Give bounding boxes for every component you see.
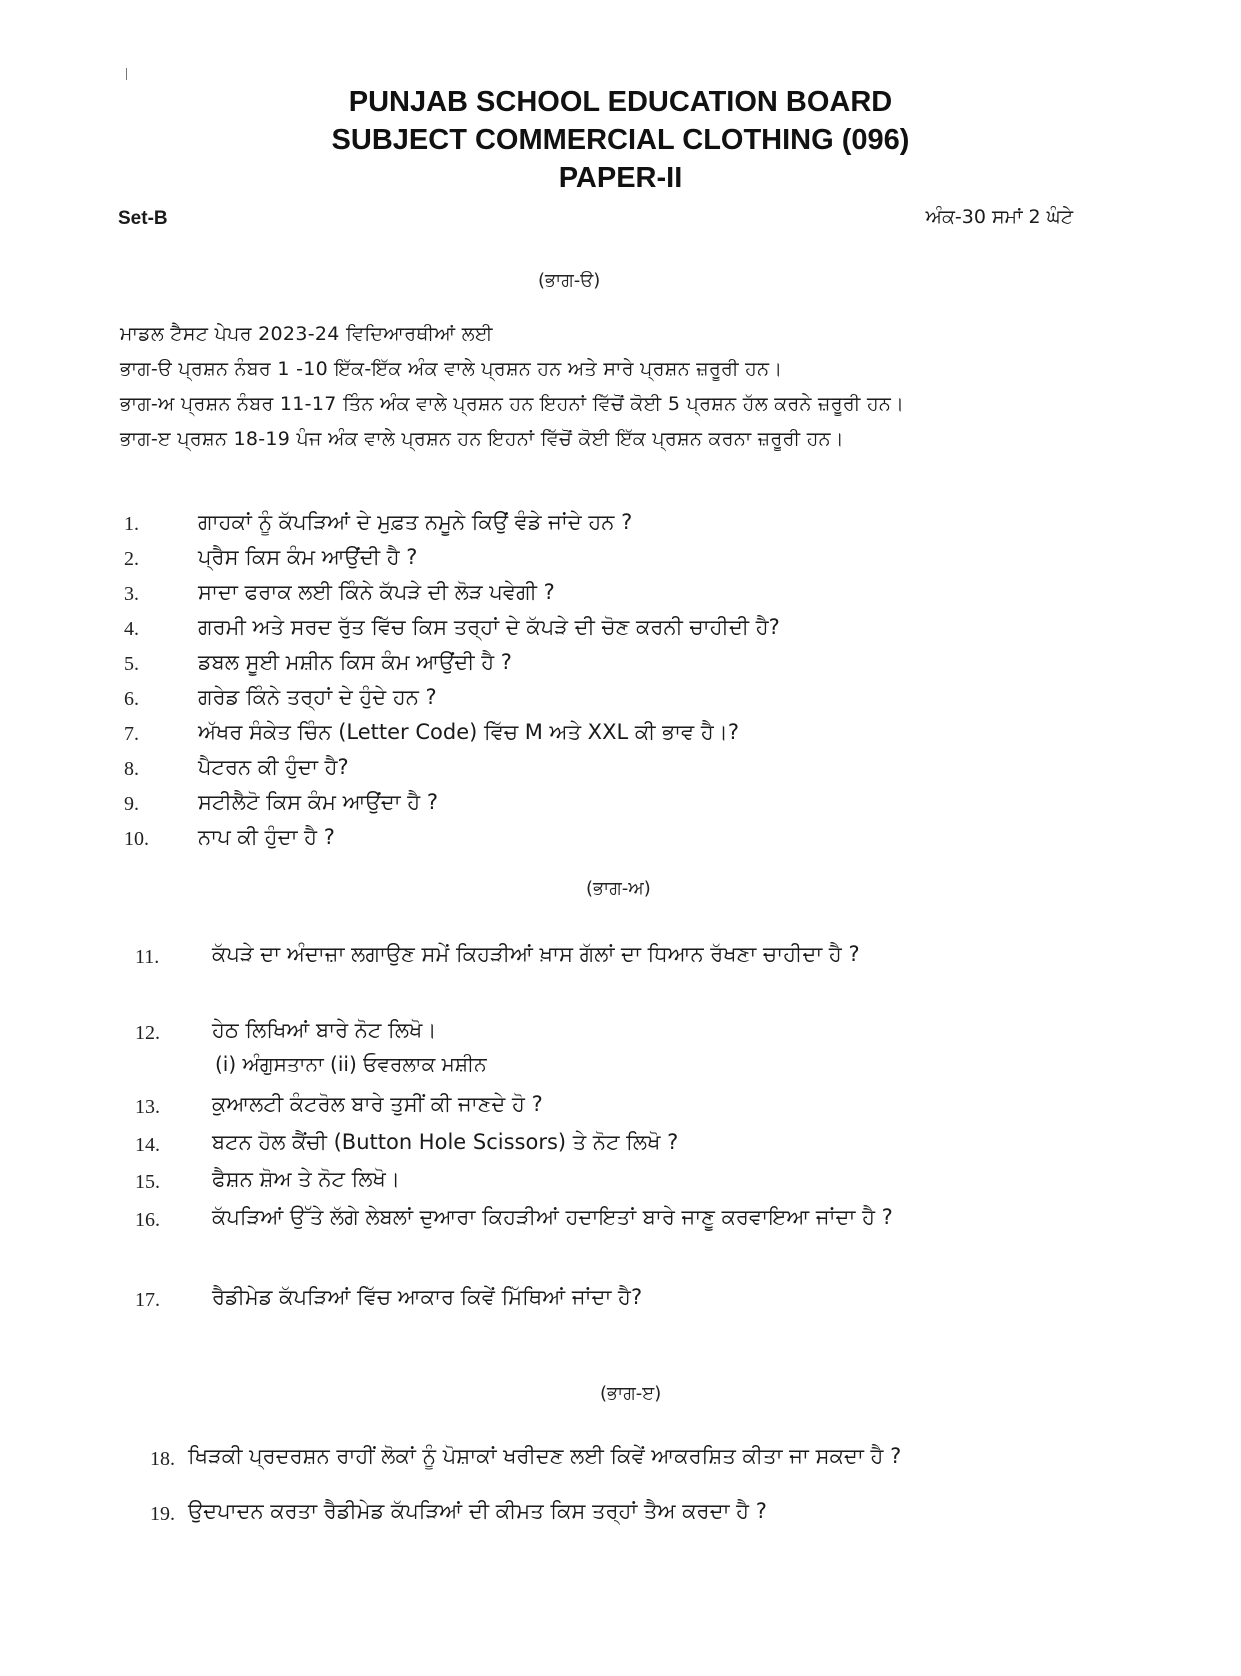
question-text: ਨਾਪ ਕੀ ਹੁੰਦਾ ਹੈ ? xyxy=(198,825,335,849)
question-text: ਗਰੇਡ ਕਿੰਨੇ ਤਰ੍ਹਾਂ ਦੇ ਹੁੰਦੇ ਹਨ ? xyxy=(198,685,437,709)
question-number: 11. xyxy=(135,946,160,968)
question-text: ਬਟਨ ਹੋਲ ਕੈਂਚੀ (Button Hole Scissors) ਤੇ ਨੋਟ ਲਿਖੋ ? xyxy=(212,1130,679,1154)
question-text: ਕੱਪੜਿਆਂ ਉੱਤੇ ਲੱਗੇ ਲੇਬਲਾਂ ਦੁਆਰਾ ਕਿਹੜੀਆਂ ਹਦਾਇਤਾਂ ਬਾਰੇ ਜਾਣੂ ਕਰਵਾਇਆ ਜਾਂਦਾ ਹੈ ? xyxy=(212,1205,893,1229)
question-number: 6. xyxy=(124,688,139,710)
marks-time: ਅੰਕ-30 ਸਮਾਂ 2 ਘੰਟੇ xyxy=(925,206,1073,228)
question-number: 15. xyxy=(135,1171,160,1193)
section-a-title: (ਭਾਗ-ੳ) xyxy=(538,270,601,291)
subject-title: SUBJECT COMMERCIAL CLOTHING (096) xyxy=(331,124,910,156)
question-text: ਡਬਲ ਸੂਈ ਮਸ਼ੀਨ ਕਿਸ ਕੰਮ ਆਉਂਦੀ ਹੈ ? xyxy=(198,650,512,674)
question-text: ਸਟੀਲੈਟੋ ਕਿਸ ਕੰਮ ਆਉਂਦਾ ਹੈ ? xyxy=(198,790,438,814)
paper-title: PAPER-II xyxy=(558,162,683,194)
question-text: ਅੱਖਰ ਸੰਕੇਤ ਚਿੰਨ (Letter Code) ਵਿੱਚ M ਅਤੇ XXL ਕੀ ਭਾਵ ਹੈ।? xyxy=(198,720,740,744)
question-text: ਕੁਆਲਟੀ ਕੰਟਰੋਲ ਬਾਰੇ ਤੁਸੀਂ ਕੀ ਜਾਣਦੇ ਹੋ ? xyxy=(212,1092,543,1116)
question-text: ਪੈਟਰਨ ਕੀ ਹੁੰਦਾ ਹੈ? xyxy=(198,755,349,779)
question-number: 14. xyxy=(135,1134,160,1156)
question-text: ਖਿੜਕੀ ਪ੍ਰਦਰਸ਼ਨ ਰਾਹੀਂ ਲੋਕਾਂ ਨੂੰ ਪੋਸ਼ਾਕਾਂ ਖਰੀਦਣ ਲਈ ਕਿਵੇਂ ਆਕਰਸ਼ਿਤ ਕੀਤਾ ਜਾ ਸਕਦਾ ਹੈ ? xyxy=(188,1444,902,1468)
question-number: 13. xyxy=(135,1096,160,1118)
question-number: 7. xyxy=(124,723,139,745)
question-text: ਸਾਦਾ ਫਰਾਕ ਲਈ ਕਿੰਨੇ ਕੱਪੜੇ ਦੀ ਲੋੜ ਪਵੇਗੀ ? xyxy=(198,580,555,604)
question-text: ਰੈਡੀਮੇਡ ਕੱਪੜਿਆਂ ਵਿੱਚ ਆਕਾਰ ਕਿਵੇਂ ਮਿੱਥਿਆਂ ਜਾਂਦਾ ਹੈ? xyxy=(212,1285,643,1309)
scan-mark xyxy=(126,68,127,80)
question-12-sub-items: (i) ਅੰਗੁਸਤਾਨਾ (ii) ਓਵਰਲਾਕ ਮਸ਼ੀਨ xyxy=(215,1052,487,1076)
question-text: ਉਦਪਾਦਨ ਕਰਤਾ ਰੈਡੀਮੇਡ ਕੱਪੜਿਆਂ ਦੀ ਕੀਮਤ ਕਿਸ ਤਰ੍ਹਾਂ ਤੈਅ ਕਰਦਾ ਹੈ ? xyxy=(188,1499,767,1523)
instruction-line: ਭਾਗ-ੲ ਪ੍ਰਸ਼ਨ 18-19 ਪੰਜ ਅੰਕ ਵਾਲੇ ਪ੍ਰਸ਼ਨ ਹਨ ਇਹਨਾਂ ਵਿੱਚੋਂ ਕੋਈ ਇੱਕ ਪ੍ਰਸ਼ਨ ਕਰਨਾ ਜ਼ਰੂਰੀ ਹਨ। xyxy=(120,428,844,450)
question-text: ਪ੍ਰੈਸ ਕਿਸ ਕੰਮ ਆਉਂਦੀ ਹੈ ? xyxy=(198,545,418,569)
question-number: 2. xyxy=(124,548,139,570)
question-number: 5. xyxy=(124,653,139,675)
question-number: 4. xyxy=(124,618,139,640)
section-c-title: (ਭਾਗ-ੲ) xyxy=(600,1383,662,1404)
question-text: ਕੱਪੜੇ ਦਾ ਅੰਦਾਜ਼ਾ ਲਗਾਉਣ ਸਮੇਂ ਕਿਹੜੀਆਂ ਖ਼ਾਸ ਗੱਲਾਂ ਦਾ ਧਿਆਨ ਰੱਖਣਾ ਚਾਹੀਦਾ ਹੈ ? xyxy=(212,942,860,966)
question-number: 8. xyxy=(124,758,139,780)
question-text: ਗਰਮੀ ਅਤੇ ਸਰਦ ਰੁੱਤ ਵਿੱਚ ਕਿਸ ਤਰ੍ਹਾਂ ਦੇ ਕੱਪੜੇ ਦੀ ਚੋਣ ਕਰਨੀ ਚਾਹੀਦੀ ਹੈ? xyxy=(198,615,780,639)
question-number: 17. xyxy=(135,1289,160,1311)
instruction-line: ਮਾਡਲ ਟੈਸਟ ਪੇਪਰ 2023-24 ਵਿਦਿਆਰਥੀਆਂ ਲਈ xyxy=(120,323,493,345)
instruction-line: ਭਾਗ-ੳ ਪ੍ਰਸ਼ਨ ਨੰਬਰ 1 -10 ਇੱਕ-ਇੱਕ ਅੰਕ ਵਾਲੇ ਪ੍ਰਸ਼ਨ ਹਨ ਅਤੇ ਸਾਰੇ ਪ੍ਰਸ਼ਨ ਜ਼ਰੂਰੀ ਹਨ। xyxy=(120,358,783,380)
set-label: Set-B xyxy=(118,208,168,229)
question-number: 16. xyxy=(135,1209,160,1231)
instruction-line: ਭਾਗ-ਅ ਪ੍ਰਸ਼ਨ ਨੰਬਰ 11-17 ਤਿੰਨ ਅੰਕ ਵਾਲੇ ਪ੍ਰਸ਼ਨ ਹਨ ਇਹਨਾਂ ਵਿੱਚੋਂ ਕੋਈ 5 ਪ੍ਰਸ਼ਨ ਹੱਲ ਕਰਨੇ ਜ਼ਰੂਰੀ ਹਨ। xyxy=(120,393,905,415)
question-number: 3. xyxy=(124,583,139,605)
question-text: ਗਾਹਕਾਂ ਨੂੰ ਕੱਪੜਿਆਂ ਦੇ ਮੁਫ਼ਤ ਨਮੂਨੇ ਕਿਉਂ ਵੰਡੇ ਜਾਂਦੇ ਹਨ ? xyxy=(198,510,633,534)
question-number: 9. xyxy=(124,793,139,815)
question-number: 12. xyxy=(135,1022,160,1044)
question-number: 19. xyxy=(150,1503,175,1525)
board-title: PUNJAB SCHOOL EDUCATION BOARD xyxy=(348,86,893,118)
question-text: ਹੇਠ ਲਿਖਿਆਂ ਬਾਰੇ ਨੋਟ ਲਿਖੋ। xyxy=(212,1018,437,1042)
question-number: 1. xyxy=(124,513,139,535)
question-number: 18. xyxy=(150,1448,175,1470)
section-b-title: (ਭਾਗ-ਅ) xyxy=(586,878,651,899)
question-text: ਫੈਸ਼ਨ ਸ਼ੋਅ ਤੇ ਨੋਟ ਲਿਖੋ। xyxy=(212,1167,401,1191)
question-number: 10. xyxy=(124,828,149,850)
